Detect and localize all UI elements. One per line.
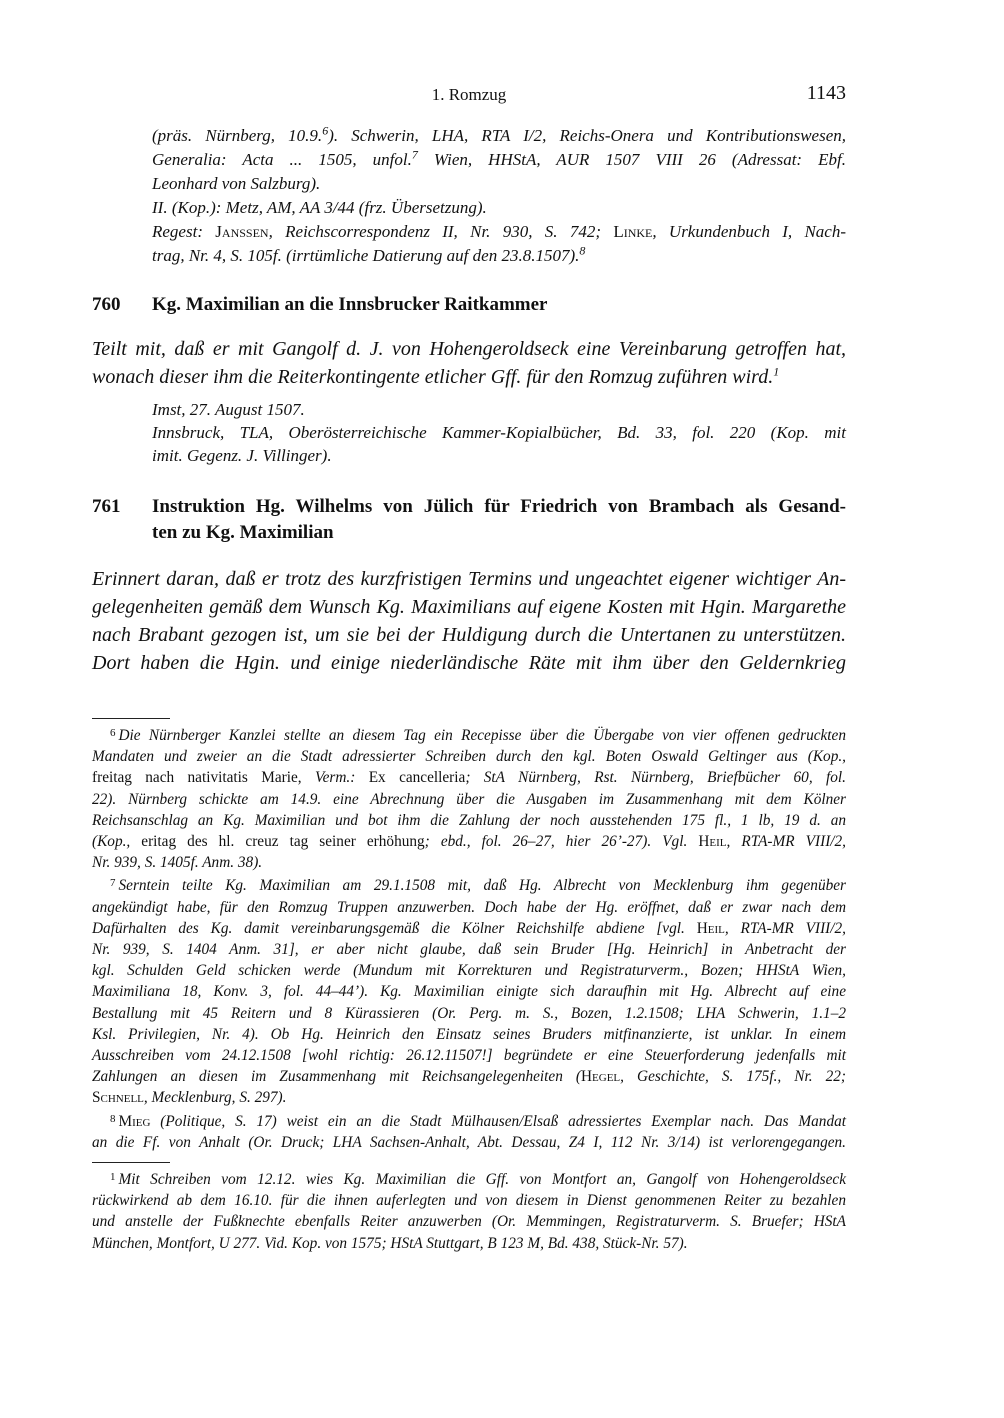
footnote-8: $^8$ Mieg (Politique, S. 17) weist ein an die Stadt Mülhausen/Elsaß adressiertes Exemplar nach. Das Mandat an die Ff. von Anhalt (Or. Druck; LHA Sachsen-Anhalt, Abt. Dessau, Z4 I, 112 Nr. 3/14) ist verlorengegangen.: [92, 1112, 846, 1151]
source-line: Innsbruck, TLA, Oberösterreichische Kammer-Kopialbücher, Bd. 33, fol. 220 (Kop. mit: [152, 423, 846, 442]
source-line: Regest: Janssen, Reichscorrespondenz II, Nr. 930, S. 742; Linke, Urkundenbuch I, Nach-: [152, 222, 847, 241]
footnote-6: $^6$ Die Nürnberger Kanzlei stellte an diesem Tag ein Recepisse über die Übergabe von vier offenen gedruckten Mandaten und zweier an die Stadt adressierter Schreiben durch den kgl. Boten Oswald Geltinger aus (Kop., freitag nach nativitatis Marie, Verm.: Ex cancelleria; StA Nürnberg, Rst. Nürnberg, Briefbücher 60, fol. 22). Nürnberg schickte am 14.9. eine Abrechnung über die Ausgaben im Zusammenhang mit dem Kölner Reichsanschlag an Kg. Maximilian und bot ihm die Zahlung der noch ausstehenden 175 fl., 1 lb, 19 d. an (Kop., eritag des hl. creuz tag seiner erhöhung; ebd., fol. 26–27, hier 26’-27). Vgl. Heil, RTA-MR VIII/2, Nr. 939, S. 1405f. Anm. 38).: [92, 727, 847, 872]
footnotes-document-760: [92, 1167, 846, 1254]
document-title: Kg. Maximilian an die Innsbrucker Raitkammer: [152, 294, 548, 315]
document-761-regest: Erinnert daran, daß er trotz des kurzfristigen Termins und ungeachtet eigener wichtiger An- gelegenheiten gemäß dem Wunsch Kg. Maximilians auf eigene Kosten mit Hgin. Margarethe nach Brabant gezogen ist, um sie bei der Huldigung durch die Untertanen zu unterstützen. Dort haben die Hgin. und einige niederländische Räte mit ihm über den Geldernkrieg: [92, 568, 846, 674]
running-header: [92, 82, 846, 108]
source-line: II. (Kop.): Metz, AM, AA 3/44 (frz. Übersetzung).: [152, 198, 487, 217]
document-number: 760: [92, 294, 121, 315]
footnote-1: $^1$ Mit Schreiben vom 12.12. wies Kg. Maximilian die Gff. von Montfort an, Gangolf von Hohengeroldseck rückwirkend ab dem 16.10. für die ihnen auferlegten und von diesem in Dienst genommenen Reiter zu bezahlen und anstelle der Fußknechte ebenfalls Reiter anzuwerben (Or. Memmingen, Registraturverm. S. Bruefer; HStA München, Montfort, U 277. Vid. Kop. von 1575; HStA Stuttgart, B 123 M, Bd. 438, Stück-Nr. 57).: [92, 1171, 846, 1252]
footnotes-previous-document: [92, 723, 846, 1153]
document-761-heading: [92, 494, 846, 546]
previous-document-sources: [152, 124, 846, 268]
document-title: Instruktion Hg. Wilhelms von Jülich für Friedrich von Brambach als Gesand- ten zu Kg. Maximilian: [152, 496, 846, 543]
footnote-separator: [92, 718, 170, 719]
source-line: trag, Nr. 4, S. 105f. (irrtümliche Datierung auf den 23.8.1507).$^8$: [152, 243, 586, 265]
document-760-regest: Teilt mit, daß er mit Gangolf d. J. von Hohengeroldseck eine Vereinbarung getroffen hat, wonach dieser ihm die Reiterkontingente etlicher Gff. für den Romzug zuführen wird.$^1$: [92, 338, 846, 388]
page-number: 1143: [806, 82, 846, 104]
source-line: Generalia: Acta ... 1505, unfol.$^7$ Wien, HHStA, AUR 1507 VIII 26 (Adressat: Ebf.: [152, 147, 847, 169]
source-line: imit. Gegenz. J. Villinger).: [152, 446, 332, 465]
date-line: Imst, 27. August 1507.: [152, 400, 305, 419]
footnote-separator: [92, 1162, 170, 1163]
source-line: (präs. Nürnberg, 10.9.$^6$). Schwerin, LHA, RTA I/2, Reichs-Onera und Kontributionswesen,: [152, 123, 846, 145]
document-number: 761: [92, 496, 121, 517]
running-title: 1. Romzug: [431, 85, 507, 104]
source-line: Leonhard von Salzburg).: [152, 174, 321, 193]
footnote-7: $^7$ Serntein teilte Kg. Maximilian am 29.1.1508 mit, daß Hg. Albrecht von Mecklenburg ihm gegenüber angekündigt habe, für den Romzug Truppen anzuwerben. Doch habe der Hg. eröffnet, daß er zwar nach dem Dafürhalten des Kg. damit vereinbarungsgemäß die Kölner Reichshilfe abdiene [vgl. Heil, RTA-MR VIII/2, Nr. 939, S. 1404 Anm. 31], er aber nicht glaube, daß sein Bruder [Hg. Heinrich] in Anbetracht der kgl. Schulden Geld schicken werde (Mundum mit Korrekturen und Registraturverm., Bozen; HHStA Wien, Maximiliana 18, Konv. 3, fol. 44–44’). Kg. Maximilian einigte sich daraufhin mit Hg. Albrecht auf eine Bestallung mit 45 Reitern und 8 Kürassieren (Or. Perg. m. S., Bozen, 1.2.1508; LHA Schwerin, 1.1–2 Ksl. Privilegien, Nr. 4). Ob Hg. Heinrich den Einsatz seines Bruders mitfinanzierte, ist unklar. In einem Ausschreiben vom 24.12.1508 [wohl richtig: 26.12.11507!] begründete er eine Steuerforderung jedenfalls mit Zahlungen an diesen im Zusammenhang mit Reichsangelegenheiten (Hegel, Geschichte, S. 175f., Nr. 22; Schnell, Mecklenburg, S. 297).: [92, 877, 846, 1107]
document-760-source: [152, 398, 846, 467]
